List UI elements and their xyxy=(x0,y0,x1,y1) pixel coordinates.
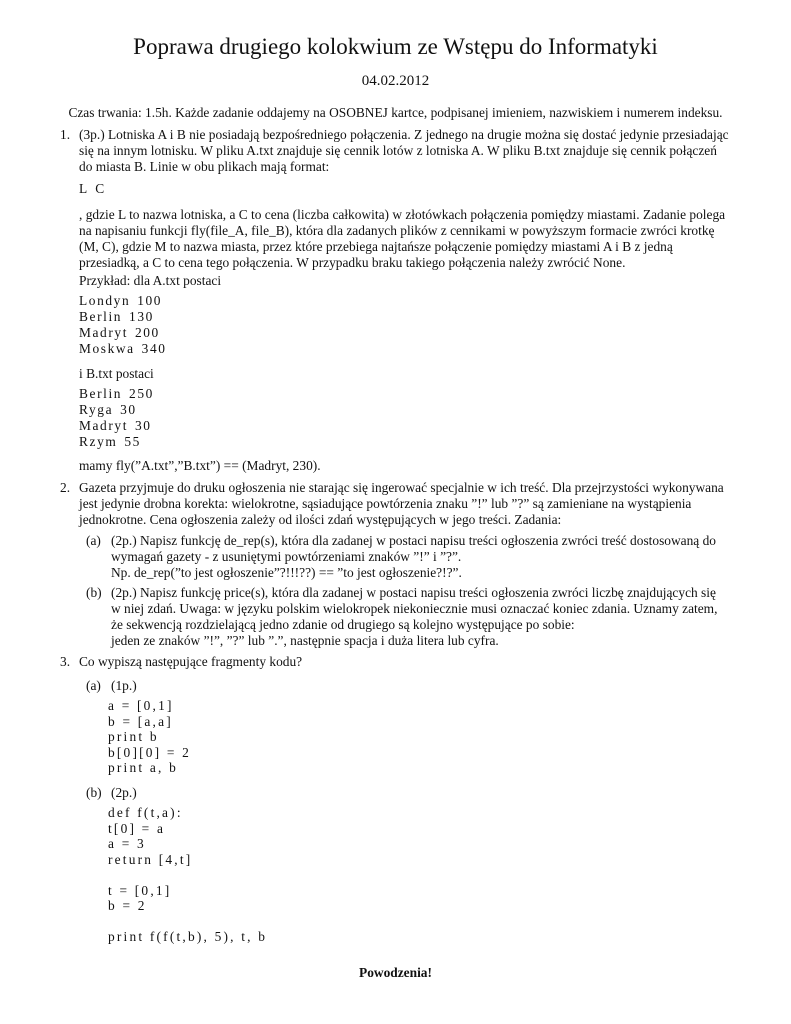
b-file-row: Rzym 55 xyxy=(79,434,141,449)
task3-number: 3. xyxy=(60,654,71,669)
b-file-row: Ryga 30 xyxy=(79,402,137,417)
intro-text: Czas trwania: 1.5h. Każde zadanie oddajemy na OSOBNEJ kartce, podpisanej imieniem, nazwiskiem i numerem indeksu. xyxy=(68,105,723,120)
code-line: b[0][0] = 2 xyxy=(108,744,192,760)
code-line: def f(t,a): xyxy=(108,805,183,820)
task2-number: 2. xyxy=(60,480,71,495)
task2a-line: wymagań gazety - z usuniętymi powtórzeniami znaków ”!” i ”?”. xyxy=(111,549,462,564)
code-line: a = [0,1] xyxy=(108,698,174,713)
task2a-text xyxy=(111,533,716,581)
task3a-code xyxy=(108,698,191,776)
b-file-row: Madryt 30 xyxy=(79,418,152,433)
task2b-line: jeden ze znaków ”!”, ”?” lub ”.”, następnie spacja i duża litera lub cyfra. xyxy=(111,633,499,648)
code-line: t[0] = a xyxy=(108,820,166,836)
code-line: print a, b xyxy=(108,760,178,775)
a-file-row: Berlin 130 xyxy=(79,309,154,324)
task1-example-label: Przykład: dla A.txt postaci xyxy=(79,273,222,288)
task3b-points: (2p.) xyxy=(111,785,137,800)
a-file-row: Londyn 100 xyxy=(79,293,163,308)
code-line: return [4,t] xyxy=(108,851,193,867)
code-line xyxy=(108,867,267,883)
task2-line: jednokrotne. Cena ogłoszenia zależy od ilości zdań występujących w jego treści. Zadania: xyxy=(79,512,562,527)
task2a-line: (2p.) Napisz funkcję de_rep(s), która dla zadanej w postaci napisu treści ogłoszenia zwróci treść dostosowaną do xyxy=(111,533,716,548)
task1-intro xyxy=(79,127,729,175)
task2b-text xyxy=(111,585,718,649)
exam-date: 04.02.2012 xyxy=(361,73,430,89)
task1-line: się na innym lotnisku. W pliku A.txt znajduje się cennik lotów z lotniska A. W pliku B.txt znajduje się cennik połączeń xyxy=(79,143,717,158)
code-line: print f(f(t,b), 5), t, b xyxy=(108,929,268,944)
task2b-label: (b) xyxy=(86,585,102,600)
task2a-line: Np. de_rep(”to jest ogłoszenie”?!!!??) == ”to jest ogłoszenie?!?”. xyxy=(111,565,462,580)
task1-b-label: i B.txt postaci xyxy=(79,366,154,381)
task3b-code xyxy=(108,805,267,945)
task2-line: jest jedynie drobna korekta: wielokrotne, sąsiadujące powtórzenia znaku ”!” lub ”?” są zamieniane na wystąpienia xyxy=(79,496,692,511)
code-line: print b xyxy=(108,729,159,744)
task1-format: L C xyxy=(79,181,106,196)
task1-desc-line: , gdzie L to nazwa lotniska, a C to cena (liczba całkowita) w złotówkach połączenia pomiędzy miastami. Zadanie polega xyxy=(79,207,726,222)
task2a-label: (a) xyxy=(86,533,101,548)
a-file-listing xyxy=(79,293,711,357)
task2b-line: że sekwencją rozdzielającą jedno zdanie od drugiego są kolejno występujące po sobie: xyxy=(111,617,575,632)
task3-question: Co wypiszą następujące fragmenty kodu? xyxy=(79,654,303,669)
a-file-row: Madryt 200 xyxy=(79,325,160,340)
task1-number: 1. xyxy=(60,127,71,142)
page-title: Poprawa drugiego kolokwium ze Wstępu do Informatyki xyxy=(133,34,658,59)
code-line: a = 3 xyxy=(108,836,146,851)
task1-line: (3p.) Lotniska A i B nie posiadają bezpośredniego połączenia. Z jednego na drugie można się dostać jedynie przesiadając xyxy=(79,127,729,142)
task1-desc-line: (M, C), gdzie M to nazwa miasta, przez które przebiega najtańsze połączenie pomiędzy miastami A i B z jedną xyxy=(79,239,673,254)
task2-intro xyxy=(79,480,724,528)
task1-desc-line: na napisaniu funkcji fly(file_A, file_B), która dla zadanych plików z cennikami w powyższym formacie zwróci krotkę xyxy=(79,223,715,238)
code-line: b = 2 xyxy=(108,898,147,913)
task3a-points: (1p.) xyxy=(111,678,137,693)
code-line xyxy=(108,914,267,930)
task1-desc-line: przesiadką, a C to cena tego połączenia. W przypadku braku takiego połączenia należy zwrócić None. xyxy=(79,255,626,270)
a-file-row: Moskwa 340 xyxy=(79,341,167,356)
task1-line: do miasta B. Linie w obu plikach mają format: xyxy=(79,159,330,174)
task1-result: mamy fly(”A.txt”,”B.txt”) == (Madryt, 230). xyxy=(79,458,321,473)
code-line: t = [0,1] xyxy=(108,882,172,898)
task2b-line: w niej zdań. Uwaga: w języku polskim wielokropek niekoniecznie musi oznaczać koniec zdania. Uznamy zatem, xyxy=(111,601,718,616)
task2-line: Gazeta przyjmuje do druku ogłoszenia nie starając się ingerować specjalnie w ich treść. Dla przejrzystości wykonywana xyxy=(79,480,724,495)
task3b-label: (b) xyxy=(86,785,102,800)
b-file-row: Berlin 250 xyxy=(79,386,154,401)
task3a-label: (a) xyxy=(86,678,101,693)
task2b-line: (2p.) Napisz funkcję price(s), która dla zadanej w postaci napisu treści ogłoszenia zwróci liczbę znajdujących się xyxy=(111,585,716,600)
code-line: b = [a,a] xyxy=(108,713,173,729)
footer-good-luck: Powodzenia! xyxy=(359,965,432,980)
task1-description xyxy=(79,207,726,271)
b-file-listing xyxy=(79,386,711,450)
